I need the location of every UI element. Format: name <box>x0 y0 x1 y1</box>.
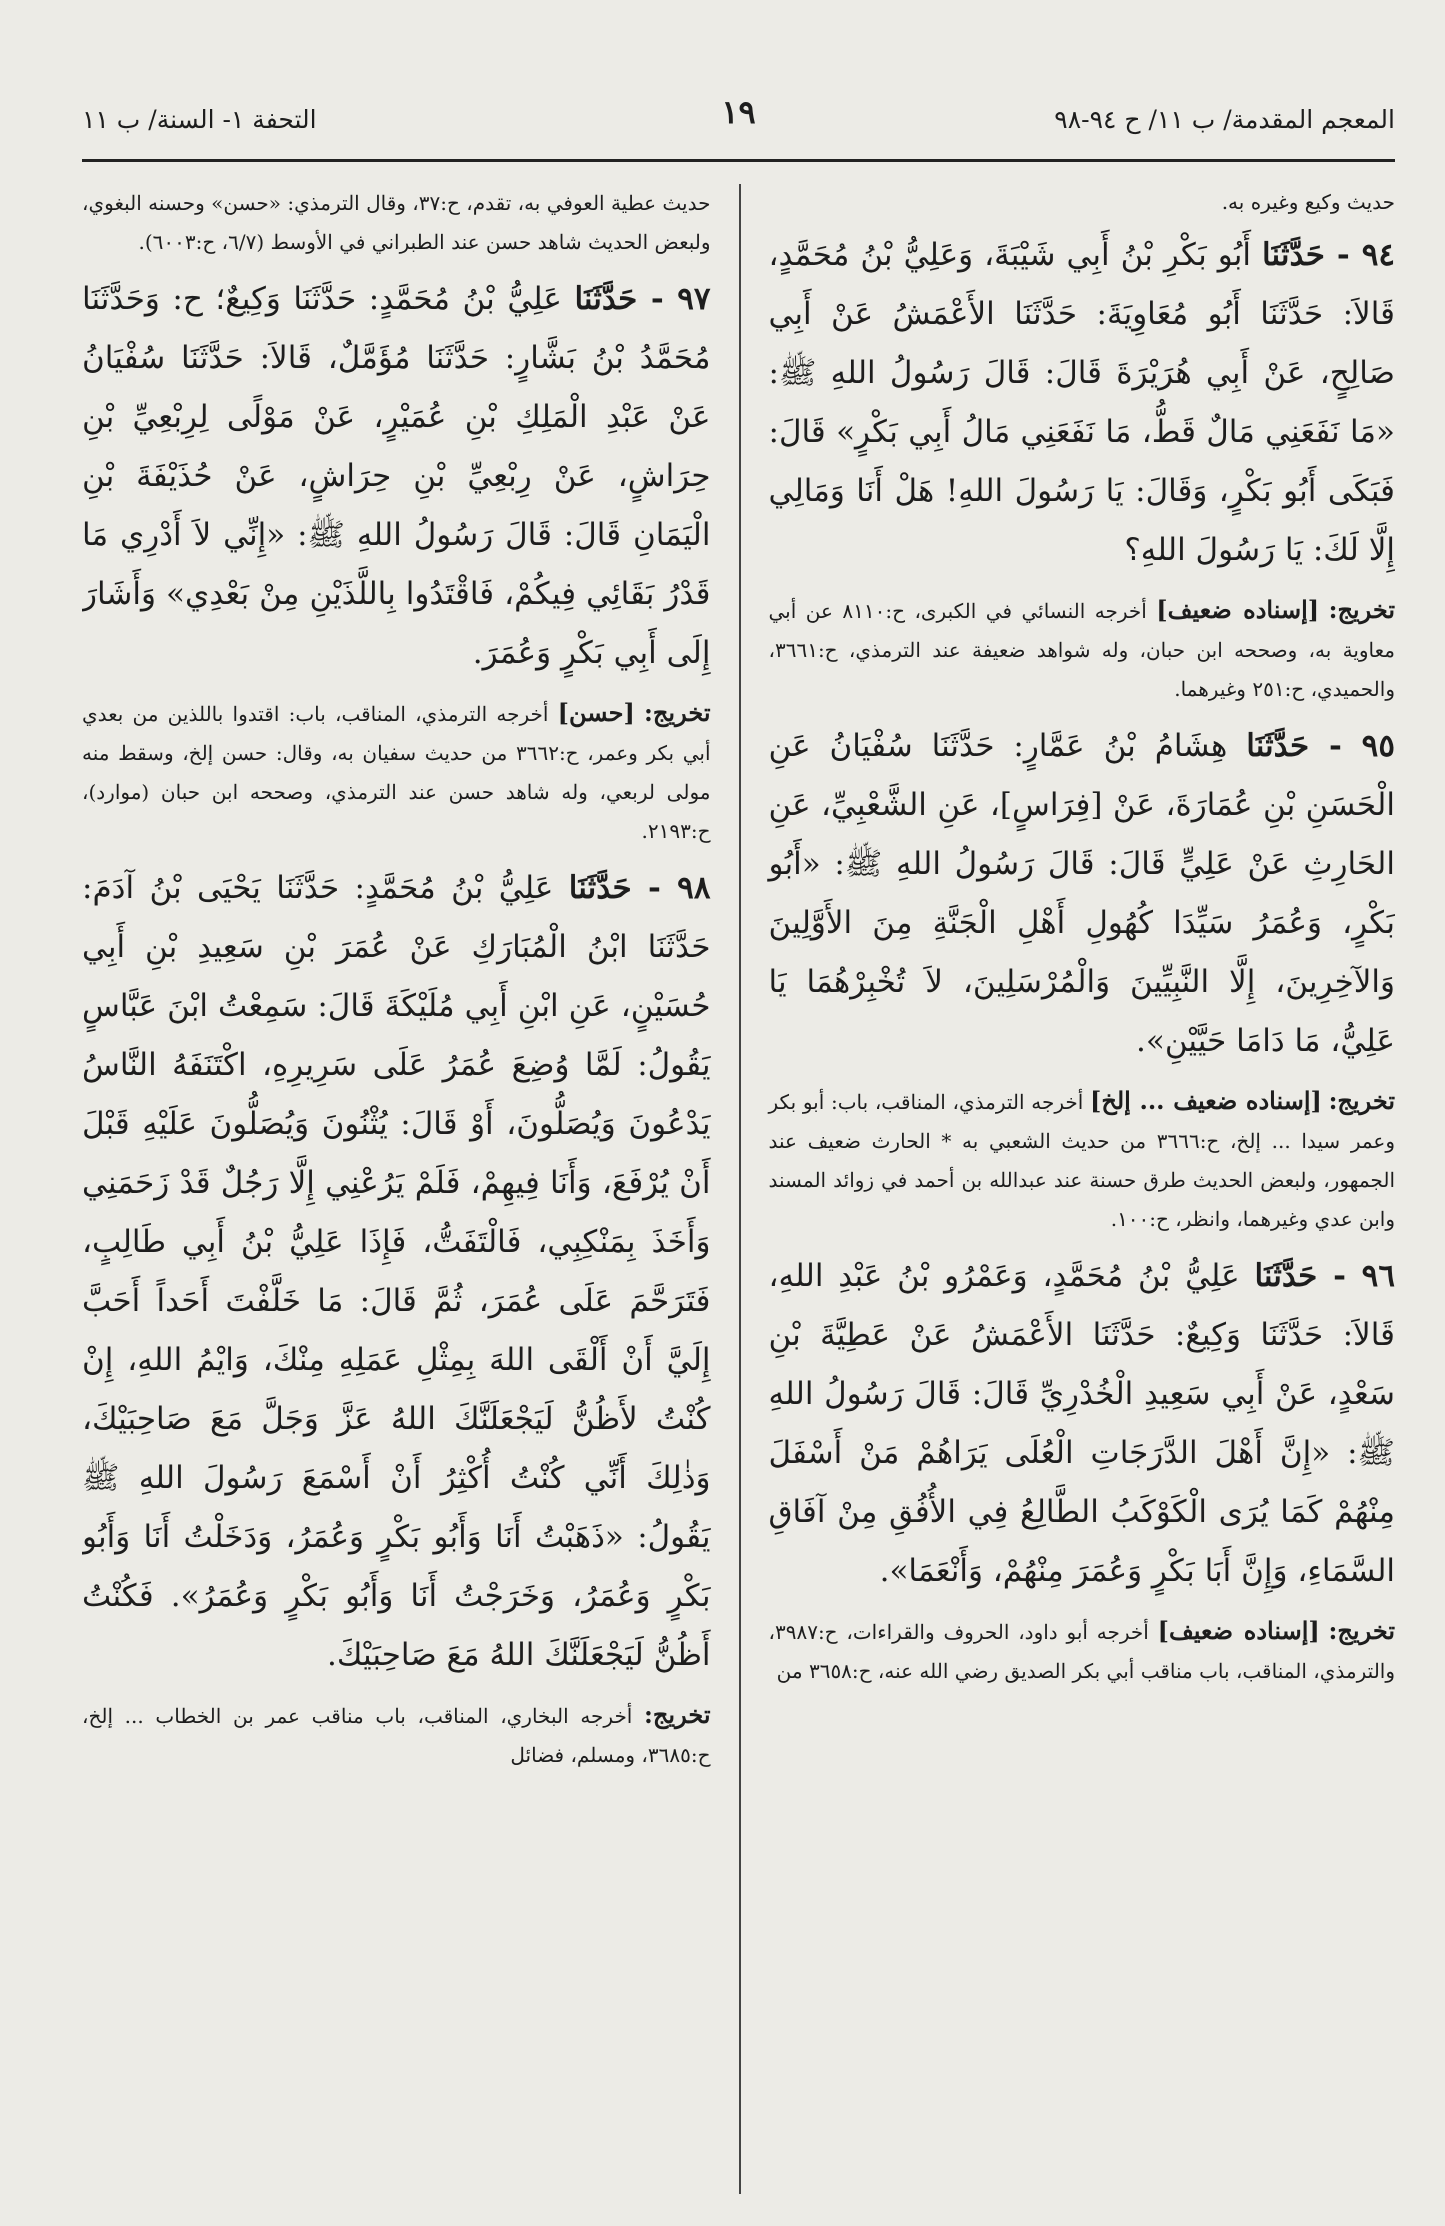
hadith-text: عَلِيُّ بْنُ مُحَمَّدٍ: حَدَّثَنَا وَكِيعٌ؛ ح: وَحَدَّثَنَا مُحَمَّدُ بْنُ بَشَّارٍ: حَدَّثَنَا مُؤَمَّلٌ، قَالاَ: حَدَّثَنَا سُفْيَانُ عَنْ عَبْدِ الْمَلِكِ بْنِ عُمَيْرٍ، عَنْ مَوْلًى لِرِبْعِيِّ بْنِ حِرَاشٍ، عَنْ رِبْعِيِّ بْنِ حِرَاشٍ، عَنْ حُذَيْفَةَ بْنِ الْيَمَانِ قَالَ: قَالَ رَسُولُ اللهِ ﷺ: «إِنِّي لاَ أَدْرِي مَا قَدْرُ بَقَائِي فِيكُمْ، فَاقْتَدُوا بِاللَّذَيْنِ مِنْ بَعْدِي» وَأَشَارَ إِلَى أَبِي بَكْرٍ وَعُمَرَ. <box>82 281 711 671</box>
grade: [إسناده ضعيف ... إلخ] <box>1089 1086 1322 1115</box>
grade: [حسن] <box>557 698 635 727</box>
hadith-text: عَلِيُّ بْنُ مُحَمَّدٍ: حَدَّثَنَا يَحْيَى بْنُ آدَمَ: حَدَّثَنَا ابْنُ الْمُبَارَكِ عَنْ عُمَرَ بْنِ سَعِيدِ بْنِ أَبِي حُسَيْنٍ، عَنِ ابْنِ أَبِي مُلَيْكَةَ قَالَ: سَمِعْتُ ابْنَ عَبَّاسٍ يَقُولُ: لَمَّا وُضِعَ عُمَرُ عَلَى سَرِيرِهِ، اكْتَنَفَهُ النَّاسُ يَدْعُونَ وَيُصَلُّونَ، أَوْ قَالَ: يُثْنُونَ وَيُصَلُّونَ عَلَيْهِ قَبْلَ أَنْ يُرْفَعَ، وَأَنَا فِيهِمْ، فَلَمْ يَرُعْنِي إِلَّا رَجُلٌ قَدْ زَحَمَنِي وَأَخَذَ بِمَنْكِبِي، فَالْتَفَتُّ، فَإِذَا عَلِيُّ بْنُ أَبِي طَالِبٍ، فَتَرَحَّمَ عَلَى عُمَرَ، ثُمَّ قَالَ: مَا خَلَّفْتَ أَحَداً أَحَبَّ إِلَيَّ أَنْ أَلْقَى اللهَ بِمِثْلِ عَمَلِهِ مِنْكَ، وَايْمُ اللهِ، إِنْ كُنْتُ لأَظُنُّ لَيَجْعَلَنَّكَ اللهُ عَزَّ وَجَلَّ مَعَ صَاحِبَيْكَ، وَذٰلِكَ أَنِّي كُنْتُ أُكْثِرُ أَنْ أَسْمَعَ رَسُولَ اللهِ ﷺ يَقُولُ: «ذَهَبْتُ أَنَا وَأَبُو بَكْرٍ وَعُمَرُ، وَدَخَلْتُ أَنَا وَأَبُو بَكْرٍ وَعُمَرُ، وَخَرَجْتُ أَنَا وَأَبُو بَكْرٍ وَعُمَرُ». فَكُنْتُ أَظُنُّ لَيَجْعَلَنَّكَ اللهُ مَعَ صَاحِبَيْكَ. <box>82 870 711 1673</box>
hadith-98 <box>82 859 711 1775</box>
right-column <box>739 184 1396 2194</box>
takhrij-label: تخريج: <box>644 1700 711 1729</box>
hadith-text: عَلِيُّ بْنُ مُحَمَّدٍ، وَعَمْرُو بْنُ عَبْدِ اللهِ، قَالاَ: حَدَّثَنَا وَكِيعٌ: حَدَّثَنَا الأَعْمَشُ عَنْ عَطِيَّةَ بْنِ سَعْدٍ، عَنْ أَبِي سَعِيدِ الْخُدْرِيِّ قَالَ: قَالَ رَسُولُ اللهِ ﷺ: «إِنَّ أَهْلَ الدَّرَجَاتِ الْعُلَى يَرَاهُمْ مَنْ أَسْفَلَ مِنْهُمْ كَمَا يُرَى الْكَوْكَبُ الطَّالِعُ فِي الأُفُقِ مِنْ آفَاقِ السَّمَاءِ، وَإِنَّ أَبَا بَكْرٍ وَعُمَرَ مِنْهُمْ، وَأَنْعَمَا». <box>768 1258 1395 1589</box>
takhrij-label: تخريج: <box>1328 1616 1395 1645</box>
hadith-text: أَبُو بَكْرِ بْنُ أَبِي شَيْبَةَ، وَعَلِيُّ بْنُ مُحَمَّدٍ، قَالاَ: حَدَّثَنَا أَبُو مُعَاوِيَةَ: حَدَّثَنَا الأَعْمَشُ عَنْ أَبِي صَالِحٍ، عَنْ أَبِي هُرَيْرَةَ قَالَ: قَالَ رَسُولُ اللهِ ﷺ: «مَا نَفَعَنِي مَالٌ قَطُّ، مَا نَفَعَنِي مَالُ أَبِي بَكْرٍ» قَالَ: فَبَكَى أَبُو بَكْرٍ، وَقَالَ: يَا رَسُولَ اللهِ! هَلْ أَنَا وَمَالِي إِلَّا لَكَ: يَا رَسُولَ اللهِ؟ <box>768 237 1395 568</box>
hadith-number: ٩٨ - حَدَّثَنَا <box>568 870 711 906</box>
takhrij-label: تخريج: <box>1328 595 1395 624</box>
hadith-number: ٩٤ - حَدَّثَنَا <box>1262 237 1395 273</box>
grade: [إسناده ضعيف] <box>1156 595 1320 624</box>
header-rule <box>82 159 1395 162</box>
two-column-body <box>82 184 1395 2194</box>
hadith-number: ٩٦ - حَدَّثَنَا <box>1254 1258 1395 1294</box>
continuation-note: حديث عطية العوفي به، تقدم، ح:٣٧، وقال الترمذي: «حسن» وحسنه البغوي، ولبعض الحديث شاهد حسن عند الطبراني في الأوسط (٦/٧، ح:٦٠٠٣). <box>82 191 711 254</box>
hadith-97 <box>82 270 711 851</box>
left-column <box>82 184 739 2194</box>
takhrij-text: أخرجه الترمذي، المناقب، باب: أبو بكر وعمر سيدا ... إلخ، ح:٣٦٦٦ من حديث الشعبي به * الحارث ضعيف عند الجمهور، ولبعض الحديث طرق حسنة عند عبدالله بن أحمد في زوائد المسند وابن عدي وغيرهما، وانظر، ح:١٠٠. <box>768 1090 1395 1231</box>
header-left: التحفة ١- السنة/ ب ١١ <box>82 105 317 134</box>
hadith-text: هِشَامُ بْنُ عَمَّارٍ: حَدَّثَنَا سُفْيَانُ عَنِ الْحَسَنِ بْنِ عُمَارَةَ، عَنْ [فِرَاسٍ]، عَنِ الشَّعْبِيِّ، عَنِ الحَارِثِ عَنْ عَلِيٍّ قَالَ: قَالَ رَسُولُ اللهِ ﷺ: «أَبُو بَكْرٍ، وَعُمَرُ سَيِّدَا كُهُولِ أَهْلِ الْجَنَّةِ مِنَ الأَوَّلِينَ وَالآخِرِينَ، إِلَّا النَّبِيِّينَ وَالْمُرْسَلِينَ، لاَ تُخْبِرْهُمَا يَا عَلِيُّ، مَا دَامَا حَيَّيْنِ». <box>768 728 1395 1059</box>
hadith-95 <box>769 717 1396 1239</box>
hadith-96 <box>769 1247 1396 1691</box>
takhrij-label: تخريج: <box>1328 1086 1395 1115</box>
hadith-number: ٩٧ - حَدَّثَنَا <box>574 281 711 317</box>
hadith-number: ٩٥ - حَدَّثَنَا <box>1246 728 1395 764</box>
takhrij-text: أخرجه الترمذي، المناقب، باب: اقتدوا باللذين من بعدي أبي بكر وعمر، ح:٣٦٦٢ من حديث سفيان به، وقال: حسن إلخ، وسقط منه مولى لربعي، وله شاهد حسن عند الترمذي، وصححه ابن حبان (موارد)، ح:٢١٩٣. <box>82 702 711 843</box>
page-number: ١٩ <box>721 93 756 131</box>
takhrij-text: أخرجه أبو داود، الحروف والقراءات، ح:٣٩٨٧، والترمذي، المناقب، باب مناقب أبي بكر الصديق رضي الله عنه، ح:٣٦٥٨ من <box>768 1620 1395 1683</box>
continuation-note: حديث وكيع وغيره به. <box>1221 190 1395 214</box>
takhrij-label: تخريج: <box>644 698 711 727</box>
running-header <box>82 85 1395 155</box>
takhrij-text: أخرجه البخاري، المناقب، باب مناقب عمر بن الخطاب ... إلخ، ح:٣٦٨٥، ومسلم، فضائل <box>82 1704 711 1767</box>
grade: [إسناده ضعيف] <box>1157 1616 1320 1645</box>
takhrij-text: أخرجه النسائي في الكبرى، ح:٨١١٠ عن أبي معاوية به، وصححه ابن حبان، وله شواهد ضعيفة عند الترمذي، ح:٣٦٦١، والحميدي، ح:٢٥١ وغيرهما. <box>768 599 1395 701</box>
hadith-94 <box>769 226 1396 709</box>
header-right: المعجم المقدمة/ ب ١١/ ح ٩٤-٩٨ <box>1054 105 1395 134</box>
